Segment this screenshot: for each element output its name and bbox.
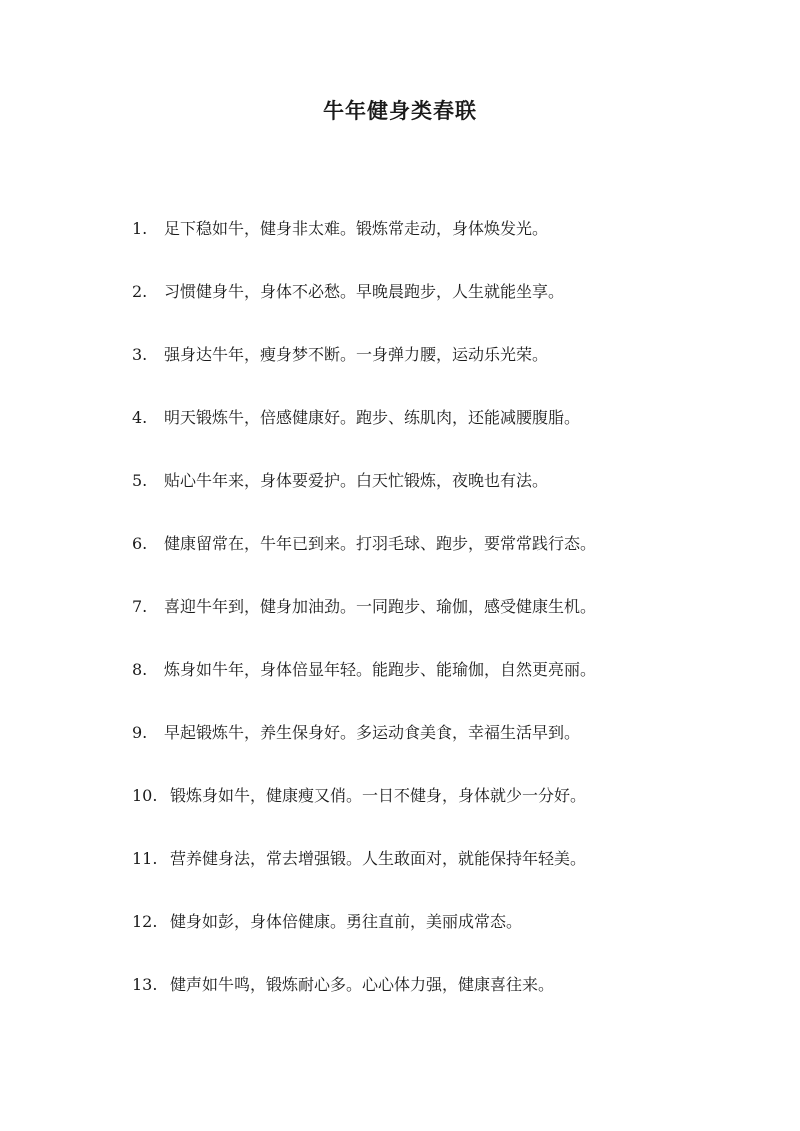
list-item — [132, 529, 752, 592]
item-text: 强身达牛年，瘦身梦不断。一身弹力腰，运动乐光荣。 — [164, 345, 549, 364]
item-number: 4. — [132, 408, 148, 427]
item-text: 喜迎牛年到，健身加油劲。一同跑步、瑜伽，感受健康生机。 — [164, 597, 597, 616]
list-item — [132, 466, 752, 529]
item-text: 习惯健身牛，身体不必愁。早晚晨跑步，人生就能坐享。 — [164, 282, 565, 301]
item-number: 6. — [132, 534, 148, 553]
item-text: 早起锻炼牛，养生保身好。多运动食美食，幸福生活早到。 — [164, 723, 581, 742]
list-item — [132, 718, 752, 781]
list-item — [132, 592, 752, 655]
item-text: 足下稳如牛，健身非太难。锻炼常走动，身体焕发光。 — [164, 219, 549, 238]
item-number: 1. — [132, 219, 148, 238]
item-number: 7. — [132, 597, 148, 616]
item-text: 健康留常在，牛年已到来。打羽毛球、跑步，要常常践行态。 — [164, 534, 597, 553]
item-text: 锻炼身如牛，健康瘦又俏。一日不健身，身体就少一分好。 — [170, 786, 587, 805]
item-text: 营养健身法，常去增强锻。人生敢面对，就能保持年轻美。 — [170, 849, 587, 868]
item-number: 2. — [132, 282, 148, 301]
list-item — [132, 970, 752, 1033]
item-number: 12. — [132, 912, 158, 931]
item-text: 健声如牛鸣，锻炼耐心多。心心体力强，健康喜往来。 — [170, 975, 555, 994]
list-item — [132, 214, 752, 277]
list-item — [132, 655, 752, 718]
item-number: 13. — [132, 975, 158, 994]
item-text: 健身如彭，身体倍健康。勇往直前，美丽成常态。 — [170, 912, 523, 931]
item-text: 明天锻炼牛，倍感健康好。跑步、练肌肉，还能减腰腹脂。 — [164, 408, 581, 427]
list-item — [132, 340, 752, 403]
list-item — [132, 907, 752, 970]
list-item — [132, 403, 752, 466]
item-number: 11. — [132, 849, 158, 868]
page-title: 牛年健身类春联 — [323, 98, 477, 123]
list-item — [132, 844, 752, 907]
item-number: 9. — [132, 723, 148, 742]
list-item — [132, 781, 752, 844]
item-number: 3. — [132, 345, 148, 364]
item-number: 8. — [132, 660, 148, 679]
item-number: 10. — [132, 786, 158, 805]
couplet-list — [132, 214, 752, 1033]
item-text: 炼身如牛年，身体倍显年轻。能跑步、能瑜伽，自然更亮丽。 — [164, 660, 597, 679]
item-number: 5. — [132, 471, 148, 490]
item-text: 贴心牛年来，身体要爱护。白天忙锻炼，夜晚也有法。 — [164, 471, 549, 490]
list-item — [132, 277, 752, 340]
